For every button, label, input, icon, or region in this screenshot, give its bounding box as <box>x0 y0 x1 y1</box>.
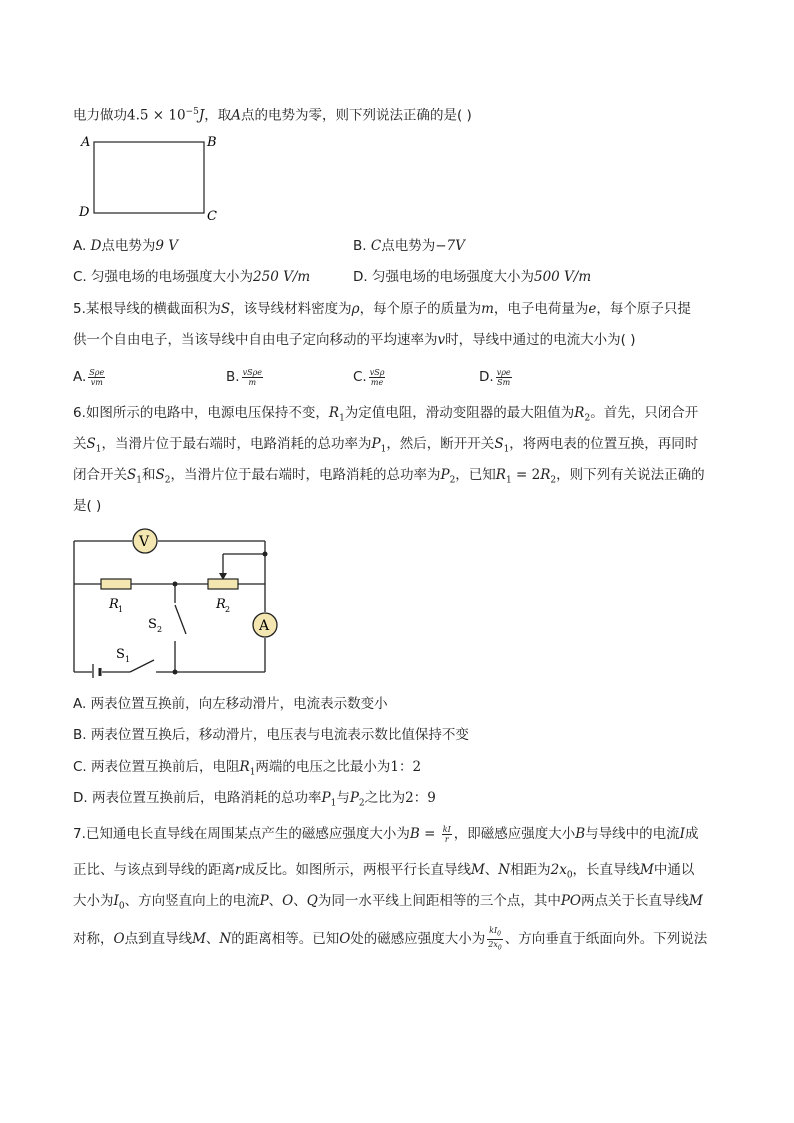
r2-subscript: 2 <box>225 605 231 614</box>
label-a: A <box>81 135 91 150</box>
q6-circuit-diagram <box>68 528 283 678</box>
q4-point-a: A <box>231 107 241 124</box>
q4-option-b: B. C点电势为−7V <box>353 238 465 254</box>
q7-stem-line2: 正比、与该点到导线的距离r成反比。如图所示，两根平行长直导线M、N相距为$2x_0$，长直导线M中通以 <box>73 862 695 881</box>
resistor-r2 <box>208 579 238 589</box>
q5-stem-line1: 5.某根导线的横截面积为S，该导线材料密度为ρ，每个原子的质量为m，电子电荷量为e，每个原子只提 <box>73 301 691 317</box>
s1-label: S <box>116 647 125 662</box>
s1-subscript: 1 <box>125 655 131 664</box>
q6-stem-line3: 闭合开关$S_1$和$S_2$，当滑片位于最右端时，电路消耗的总功率为$P_2$，已知$R_1 = 2R_2$，则下列有关说法正确的 <box>73 467 705 486</box>
q4-option-a: A. D点电势为9 V <box>73 238 179 254</box>
q4-work-exp: −5 <box>185 107 199 117</box>
s2-label: S <box>148 617 157 632</box>
q4-stem <box>73 102 472 126</box>
q6-stem-line2: 关$S_1$，当滑片位于最右端时，电路消耗的总功率为$P_1$，然后，断开开关$S_1$，将两电表的位置互换，再同时 <box>73 436 699 455</box>
q4-stem-text: 电力做功 <box>73 107 127 124</box>
label-b: B <box>207 135 217 150</box>
q4-stem-text: ，取 <box>204 107 232 124</box>
q4-work-unit: J <box>198 107 205 124</box>
q5-option-a: A. $\frac{\text{Sρe}}{vm}$ <box>73 367 105 387</box>
q7-stem-line3: 大小为$I_0$、方向竖直向上的电流P、O、Q为同一水平线上间距相等的三个点，其中PO两点关于长直导线M <box>73 893 703 912</box>
q5-option-d: D. $\frac{\text{vρe}}{Sm}$ <box>479 367 511 387</box>
q6-stem-line4: 是( ) <box>73 498 102 514</box>
q7-stem-line4: 对称，O点到直导线M、N的距离相等。已知O处的磁感应强度大小为 $\frac{kI_0}{2x_0}$ 、方向垂直于纸面向外。下列说法 <box>73 926 708 952</box>
q6-option-d: D. 两表位置互换前后，电路消耗的总功率$P_1$与$P_2$之比为2：9 <box>73 790 436 809</box>
q5-option-b: B. $\frac{\text{vSρe}}{m}$ <box>226 367 262 387</box>
r1-label: R <box>109 597 119 612</box>
q5-stem-line2: 供一个自由电子，当该导线中自由电子定向移动的平均速率为v时，导线中通过的电流大小为( ) <box>73 332 636 348</box>
label-d: D <box>79 205 90 220</box>
label-c: C <box>207 209 217 224</box>
q6-stem-line1: 6.如图所示的电路中，电源电压保持不变，$R_1$为定值电阻，滑动变阻器的最大阻值为$R_2$。首先，只闭合开 <box>73 405 699 424</box>
s2-subscript: 2 <box>157 625 163 634</box>
q6-option-b: B. 两表位置互换后，移动滑片，电压表与电流表示数比值保持不变 <box>73 727 469 743</box>
q6-option-a: A. 两表位置互换前，向左移动滑片，电流表示数变小 <box>73 696 388 712</box>
r1-subscript: 1 <box>118 605 124 614</box>
q4-option-c: C. 匀强电场的电场强度大小为250 V/m <box>73 269 311 285</box>
resistor-r1 <box>101 579 131 589</box>
q5-option-c: C. $\frac{\text{vSρ}}{me}$ <box>353 367 385 387</box>
q7-stem-line1: 7.已知通电长直导线在周围某点产生的磁感应强度大小为B = $\frac{kI}{r}$ ，即磁感应强度大小B与导线中的电流I成 <box>73 824 699 844</box>
q6-option-c: C. 两表位置互换前后，电阻$R_1$两端的电压之比最小为1：2 <box>73 759 422 778</box>
q4-work-value: 4.5 × 10 <box>127 107 186 124</box>
q4-stem-text: 点的电势为零，则下列说法正确的是( ) <box>241 107 472 124</box>
q4-rectangle-diagram <box>75 133 225 228</box>
ammeter-label: A <box>259 618 270 634</box>
voltmeter-label: V <box>139 534 150 550</box>
r2-label: R <box>216 597 226 612</box>
q4-option-d: D. 匀强电场的电场强度大小为500 V/m <box>353 269 592 285</box>
